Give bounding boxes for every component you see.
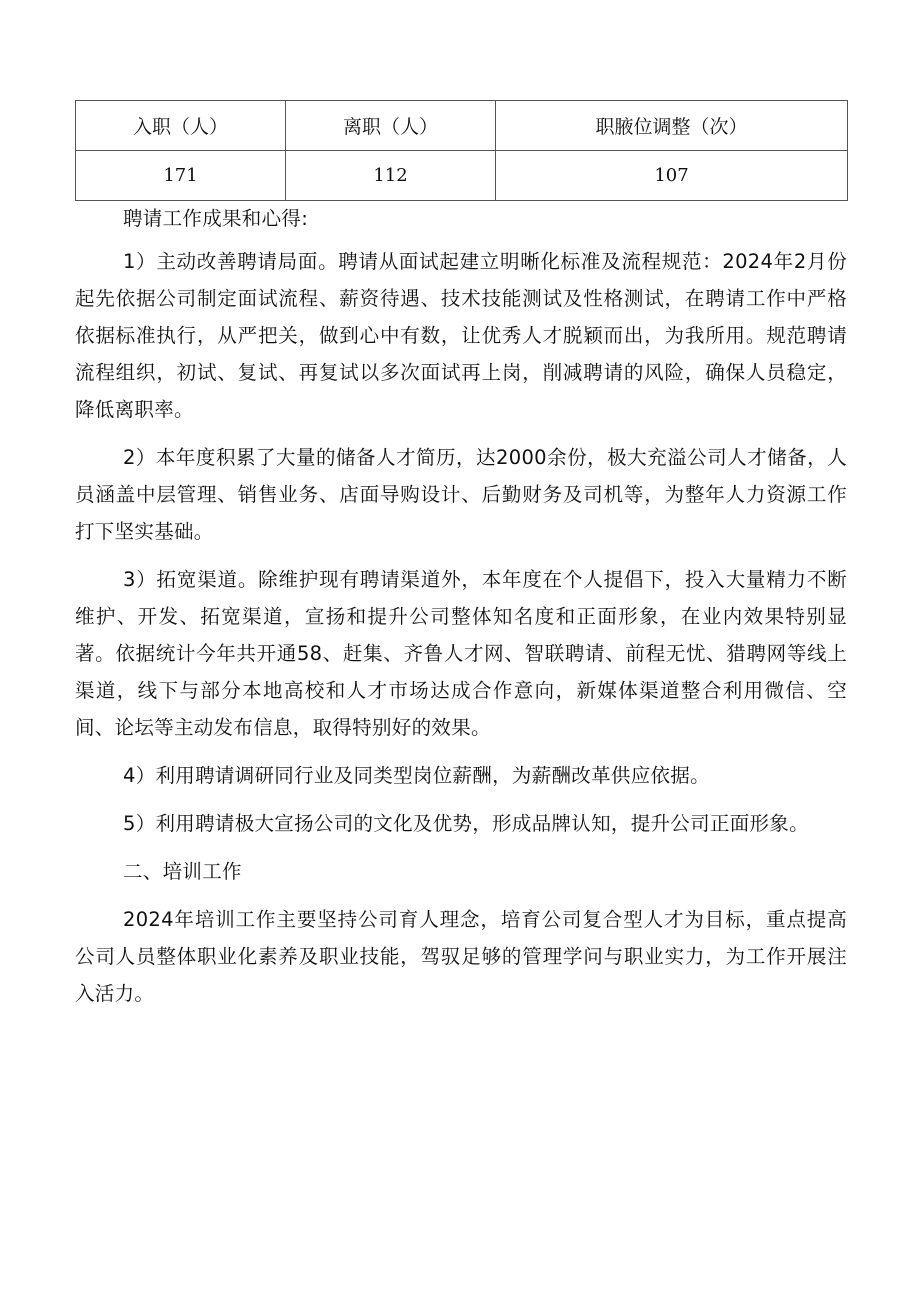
value-resign: 112 (286, 151, 496, 201)
hr-stats-table (75, 100, 848, 201)
recruit-item-5: 5）利用聘请极大宣扬公司的文化及优势，形成品牌认知，提升公司正面形象。 (123, 812, 809, 835)
value-onboard: 171 (76, 151, 286, 201)
training-section-heading: 二、培训工作 (123, 860, 242, 883)
table-header-row (76, 101, 848, 151)
recruit-item-4: 4）利用聘请调研同行业及同类型岗位薪酬，为薪酬改革供应依据。 (123, 764, 710, 787)
table-value-row (76, 151, 848, 201)
document-body (75, 200, 847, 1023)
training-paragraph: 2024年培训工作主要坚持公司育人理念，培育公司复合型人才为目标，重点提高公司人员整体职业化素养及职业技能，驾驭足够的管理学问与职业实力，为工作开展注入活力。 (75, 908, 847, 1005)
recruit-item-3: 3）拓宽渠道。除维护现有聘请渠道外，本年度在个人提倡下，投入大量精力不断维护、开发、拓宽渠道，宣扬和提升公司整体知名度和正面形象，在业内效果特别显著。依据统计今年共开通58、赶集、齐鲁人才网、智联聘请、前程无忧、猎聘网等线上渠道，线下与部分本地高校和人才市场达成合作意向，新媒体渠道整合利用微信、空间、论坛等主动发布信息，取得特别好的效果。 (75, 568, 847, 739)
recruit-item-1: 1）主动改善聘请局面。聘请从面试起建立明晰化标准及流程规范：2024年2月份起先依据公司制定面试流程、薪资待遇、技术技能测试及性格测试，在聘请工作中严格依据标准执行，从严把关，做到心中有数，让优秀人才脱颖而出，为我所用。规范聘请流程组织，初试、复试、再复试以多次面试再上岗，削减聘请的风险，确保人员稳定，降低离职率。 (75, 250, 847, 421)
value-position-adjust: 107 (496, 151, 848, 201)
recruit-item-2: 2）本年度积累了大量的储备人才简历，达2000余份，极大充溢公司人才储备，人员涵盖中层管理、销售业务、店面导购设计、后勤财务及司机等，为整年人力资源工作打下坚实基础。 (75, 446, 847, 543)
recruit-results-heading: 聘请工作成果和心得: (123, 207, 309, 230)
header-onboard: 入职（人） (76, 101, 286, 151)
header-position-adjust: 职腋位调整（次） (496, 101, 848, 151)
header-resign: 离职（人） (286, 101, 496, 151)
